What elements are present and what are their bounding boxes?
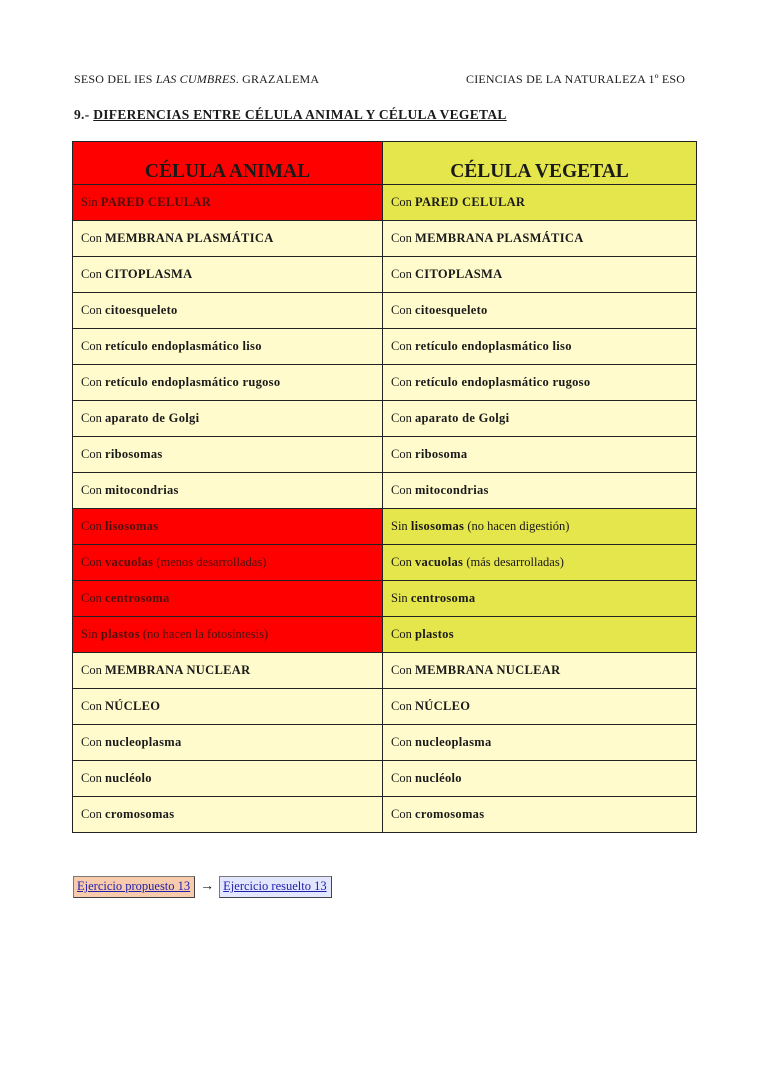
vegetal-note: (no hacen digestión) [464, 519, 570, 533]
vegetal-term: mitocondrias [414, 483, 489, 497]
vegetal-cell [383, 797, 697, 833]
animal-prefix: Con [81, 411, 105, 425]
animal-cell [73, 437, 383, 473]
vegetal-prefix: Con [391, 267, 415, 281]
vegetal-term: centrosoma [410, 591, 476, 605]
exercise-links [73, 876, 332, 898]
header-vegetal: CÉLULA VEGETAL [450, 161, 629, 182]
table-row [73, 293, 697, 329]
animal-term: CITOPLASMA [104, 267, 193, 281]
animal-prefix: Con [81, 339, 105, 353]
vegetal-prefix: Con [391, 807, 415, 821]
animal-term: NÚCLEO [104, 699, 161, 713]
vegetal-cell [383, 761, 697, 797]
vegetal-cell [383, 293, 697, 329]
animal-term: citoesqueleto [104, 303, 178, 317]
animal-prefix: Con [81, 555, 105, 569]
animal-prefix: Sin [81, 195, 101, 209]
vegetal-prefix: Con [391, 195, 415, 209]
vegetal-term: MEMBRANA PLASMÁTICA [414, 231, 584, 245]
animal-cell [73, 761, 383, 797]
animal-term: plastos [100, 627, 140, 641]
animal-prefix: Con [81, 447, 105, 461]
header-school-suffix: . GRAZALEMA [235, 72, 320, 86]
animal-term: vacuolas [104, 555, 154, 569]
vegetal-cell [383, 365, 697, 401]
animal-cell [73, 689, 383, 725]
animal-cell [73, 581, 383, 617]
animal-note: (menos desarrolladas) [153, 555, 267, 569]
vegetal-term: nucleoplasma [414, 735, 492, 749]
section-title [74, 107, 507, 123]
vegetal-cell [383, 185, 697, 221]
vegetal-prefix: Con [391, 699, 415, 713]
solved-exercise-link[interactable]: Ejercicio resuelto 13 [219, 876, 331, 898]
animal-cell [73, 365, 383, 401]
animal-cell [73, 797, 383, 833]
animal-cell [73, 329, 383, 365]
animal-term: MEMBRANA PLASMÁTICA [104, 231, 274, 245]
vegetal-term: NÚCLEO [414, 699, 471, 713]
animal-cell [73, 293, 383, 329]
vegetal-prefix: Sin [391, 519, 411, 533]
animal-prefix: Con [81, 267, 105, 281]
right-arrow-icon: → [200, 879, 215, 894]
vegetal-cell [383, 617, 697, 653]
vegetal-prefix: Sin [391, 591, 411, 605]
animal-prefix: Con [81, 303, 105, 317]
vegetal-term: aparato de Golgi [414, 411, 510, 425]
vegetal-prefix: Con [391, 483, 415, 497]
vegetal-prefix: Con [391, 447, 415, 461]
vegetal-prefix: Con [391, 735, 415, 749]
animal-prefix: Con [81, 483, 105, 497]
vegetal-term: plastos [414, 627, 454, 641]
vegetal-prefix: Con [391, 339, 415, 353]
vegetal-term: cromosomas [414, 807, 485, 821]
animal-term: cromosomas [104, 807, 175, 821]
animal-cell [73, 653, 383, 689]
animal-term: retículo endoplasmático rugoso [104, 375, 281, 389]
animal-term: mitocondrias [104, 483, 179, 497]
animal-prefix: Sin [81, 627, 101, 641]
animal-term: retículo endoplasmático liso [104, 339, 262, 353]
animal-cell [73, 617, 383, 653]
vegetal-cell [383, 221, 697, 257]
table-row [73, 221, 697, 257]
document-header-left [74, 72, 319, 87]
header-animal-cell [73, 142, 383, 185]
animal-term: aparato de Golgi [104, 411, 200, 425]
table-row [73, 689, 697, 725]
vegetal-prefix: Con [391, 303, 415, 317]
vegetal-prefix: Con [391, 627, 415, 641]
table-row [73, 653, 697, 689]
animal-cell [73, 473, 383, 509]
table-row [73, 185, 697, 221]
vegetal-cell [383, 401, 697, 437]
table-row [73, 545, 697, 581]
vegetal-cell [383, 437, 697, 473]
comparison-table [72, 141, 697, 833]
vegetal-prefix: Con [391, 555, 415, 569]
animal-cell [73, 257, 383, 293]
vegetal-term: PARED CELULAR [414, 195, 526, 209]
animal-term: nucléolo [104, 771, 152, 785]
table-row [73, 509, 697, 545]
vegetal-cell [383, 257, 697, 293]
table-row [73, 617, 697, 653]
vegetal-term: CITOPLASMA [414, 267, 503, 281]
section-heading: DIFERENCIAS ENTRE CÉLULA ANIMAL Y CÉLULA VEGETAL [93, 107, 507, 122]
animal-term: lisosomas [104, 519, 159, 533]
animal-term: centrosoma [104, 591, 170, 605]
vegetal-term: nucléolo [414, 771, 462, 785]
animal-cell [73, 545, 383, 581]
animal-prefix: Con [81, 699, 105, 713]
table-header-row [73, 142, 697, 185]
vegetal-term: retículo endoplasmático rugoso [414, 375, 591, 389]
table-row [73, 401, 697, 437]
vegetal-cell [383, 581, 697, 617]
vegetal-cell [383, 725, 697, 761]
animal-prefix: Con [81, 231, 105, 245]
animal-prefix: Con [81, 375, 105, 389]
vegetal-prefix: Con [391, 663, 415, 677]
vegetal-term: vacuolas [414, 555, 464, 569]
animal-cell [73, 185, 383, 221]
vegetal-prefix: Con [391, 375, 415, 389]
animal-prefix: Con [81, 663, 105, 677]
vegetal-note: (más desarrolladas) [463, 555, 564, 569]
animal-note: (no hacen la fotosíntesis) [139, 627, 269, 641]
animal-term: MEMBRANA NUCLEAR [104, 663, 251, 677]
vegetal-term: MEMBRANA NUCLEAR [414, 663, 561, 677]
document-header-right: CIENCIAS DE LA NATURALEZA 1º ESO [466, 72, 686, 86]
vegetal-cell [383, 545, 697, 581]
vegetal-prefix: Con [391, 231, 415, 245]
vegetal-cell [383, 473, 697, 509]
table-row [73, 473, 697, 509]
vegetal-cell [383, 509, 697, 545]
section-number: 9.- [74, 107, 94, 122]
animal-term: PARED CELULAR [100, 195, 212, 209]
header-school-prefix: SESO DEL IES [74, 72, 156, 86]
animal-prefix: Con [81, 807, 105, 821]
header-school-name: LAS CUMBRES [155, 72, 236, 86]
animal-prefix: Con [81, 771, 105, 785]
header-vegetal-cell [383, 142, 697, 185]
animal-cell [73, 401, 383, 437]
vegetal-term: citoesqueleto [414, 303, 488, 317]
table-row [73, 797, 697, 833]
animal-term: nucleoplasma [104, 735, 182, 749]
table-row [73, 329, 697, 365]
animal-cell [73, 509, 383, 545]
table-row [73, 365, 697, 401]
vegetal-term: lisosomas [410, 519, 465, 533]
table-row [73, 761, 697, 797]
vegetal-cell [383, 653, 697, 689]
vegetal-prefix: Con [391, 771, 415, 785]
vegetal-cell [383, 689, 697, 725]
animal-prefix: Con [81, 519, 105, 533]
vegetal-cell [383, 329, 697, 365]
animal-cell [73, 725, 383, 761]
table-row [73, 581, 697, 617]
table-row [73, 257, 697, 293]
animal-prefix: Con [81, 735, 105, 749]
proposed-exercise-link[interactable]: Ejercicio propuesto 13 [73, 876, 195, 898]
vegetal-prefix: Con [391, 411, 415, 425]
animal-prefix: Con [81, 591, 105, 605]
vegetal-term: ribosoma [414, 447, 468, 461]
table-row [73, 437, 697, 473]
animal-term: ribosomas [104, 447, 163, 461]
header-animal: CÉLULA ANIMAL [144, 161, 311, 182]
table-row [73, 725, 697, 761]
vegetal-term: retículo endoplasmático liso [414, 339, 572, 353]
animal-cell [73, 221, 383, 257]
